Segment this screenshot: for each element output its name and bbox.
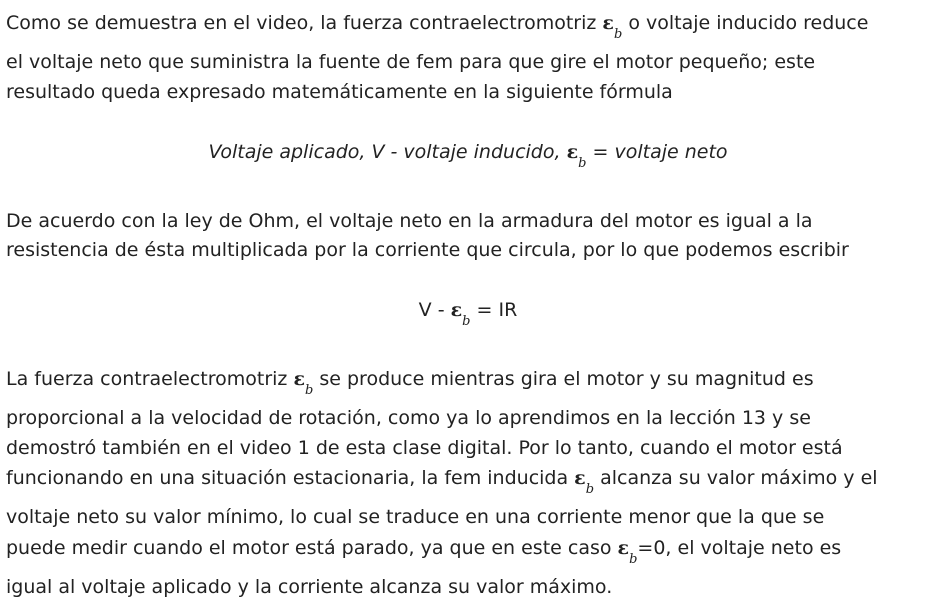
paragraph-line	[6, 433, 843, 463]
subscript-b: b	[629, 552, 638, 567]
text-run: resistencia de ésta multiplicada por la corriente que circula, por lo que podemos escribir	[6, 239, 849, 261]
paragraph-line	[6, 364, 814, 398]
subscript-b: b	[585, 482, 595, 497]
text-run: De acuerdo con la ley de Ohm, el voltaje neto en la armadura del motor es igual a la	[6, 210, 813, 232]
subscript-b: b	[613, 27, 623, 42]
epsilon-symbol: ε	[450, 299, 463, 321]
formula-ohm	[0, 295, 936, 329]
paragraph-line	[6, 572, 612, 602]
text-run: funcionando en una situación estacionaria, la fem inducida	[6, 467, 575, 489]
text-run: se produce mientras gira el motor y su magnitud es	[313, 368, 814, 390]
text-run: el voltaje neto que suministra la fuente de fem para que gire el motor pequeño; este	[6, 51, 816, 73]
paragraph-line	[6, 502, 824, 532]
subscript-b: b	[462, 314, 471, 329]
epsilon-symbol: ε	[602, 12, 614, 34]
paragraph-line	[6, 463, 878, 497]
formula-text: Voltaje aplicado, V - voltaje inducido,	[208, 141, 567, 163]
paragraph-line	[6, 533, 842, 567]
formula-text: = voltaje neto	[586, 141, 728, 163]
text-run: alcanza su valor máximo y el	[594, 467, 878, 489]
epsilon-symbol: ε	[293, 368, 305, 390]
text-run: Como se demuestra en el video, la fuerza contraelectromotriz	[6, 12, 603, 34]
paragraph-line	[6, 8, 869, 42]
paragraph-line	[6, 77, 673, 107]
formula-voltage-net	[0, 137, 936, 171]
text-run: voltaje neto su valor mínimo, lo cual se traduce en una corriente menor que la que se	[6, 506, 825, 528]
paragraph-line	[6, 206, 813, 236]
text-run: La fuerza contraelectromotriz	[6, 368, 294, 390]
formula-text: V -	[418, 299, 451, 321]
subscript-b: b	[305, 383, 314, 398]
text-run: o voltaje inducido reduce	[622, 12, 869, 34]
text-run: proporcional a la velocidad de rotación, como ya lo aprendimos en la lección 13 y se	[6, 407, 811, 429]
text-run: demostró también en el video 1 de esta clase digital. Por lo tanto, cuando el motor está	[6, 437, 843, 459]
formula-text: = IR	[470, 299, 518, 321]
epsilon-symbol: ε	[574, 467, 586, 489]
text-run: resultado queda expresado matemáticamente en la siguiente fórmula	[6, 81, 673, 103]
text-run: =0, el voltaje neto es	[637, 537, 842, 559]
epsilon-symbol: ε	[617, 537, 630, 559]
text-run: puede medir cuando el motor está parado, ya que en este caso	[6, 537, 618, 559]
epsilon-symbol: ε	[566, 141, 579, 163]
text-run: igual al voltaje aplicado y la corriente alcanza su valor máximo.	[6, 576, 613, 598]
paragraph-line	[6, 403, 811, 433]
paragraph-line	[6, 47, 815, 77]
paragraph-line	[6, 235, 849, 265]
subscript-b: b	[578, 156, 587, 171]
